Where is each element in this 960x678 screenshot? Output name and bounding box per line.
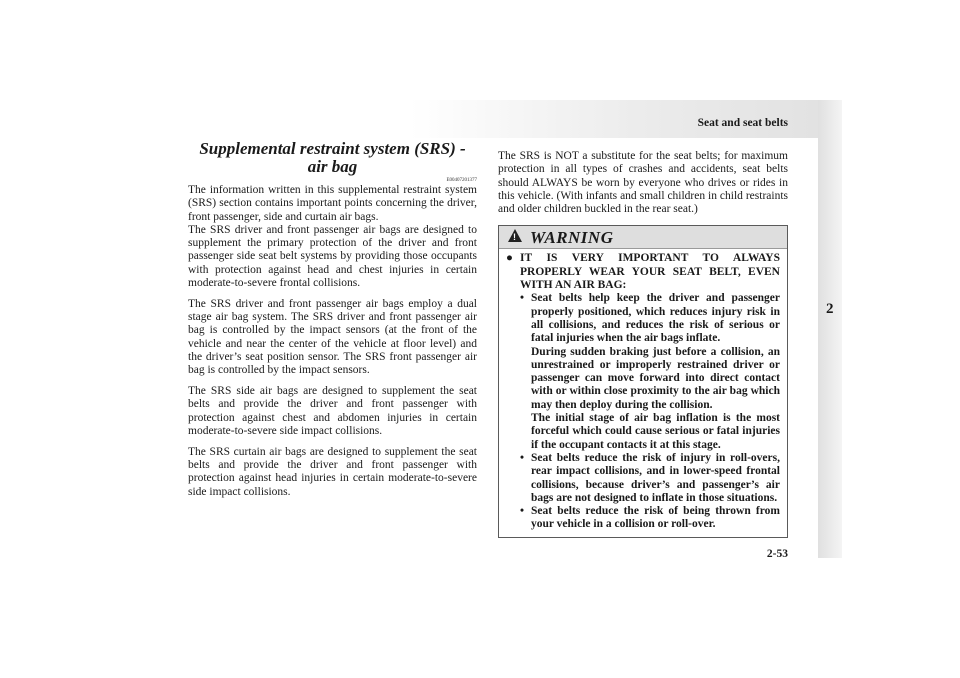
warning-header	[499, 226, 787, 249]
warning-body	[499, 249, 787, 536]
page-number: 2-53	[766, 548, 788, 560]
section-header-title: Seat and seat belts	[697, 117, 788, 129]
warning-main-item	[506, 252, 780, 531]
warning-sub-item	[520, 292, 780, 452]
warning-sub-item	[520, 452, 780, 505]
warning-sub-text: Seat belts reduce the risk of injury in roll-overs, rear impact collisions, and in lower-speed frontal collisions, because driver’s and passenger’s air bags are not designed to inflate in those situations.	[531, 451, 780, 504]
warning-triangle-icon: !	[508, 229, 522, 242]
warning-sub-text: Seat belts reduce the risk of being thrown from your vehicle in a collision or roll-over.	[531, 505, 780, 531]
warning-sub-extra: During sudden braking just before a collision, an unrestrained or improperly restrained driver or passenger can move forward into direct contact with or within close proximity to the air bag which may then deploy during the collision.	[531, 345, 780, 411]
paragraph: The SRS driver and front passenger air bags are designed to supplement the primary protection of the driver and front passenger side seat belt systems by providing those occupants with protection against head and chest injuries in certain moderate-to-severe frontal collisions.	[188, 223, 477, 290]
paragraph: The SRS side air bags are designed to supplement the seat belts and provide the driver and front passenger with protection against chest and abdomen injuries in certain moderate-to-severe side impact collisions.	[188, 385, 477, 438]
left-column	[188, 140, 477, 499]
sub-bullet-icon: •	[520, 505, 525, 518]
paragraph: The SRS curtain air bags are designed to supplement the seat belts and provide the driver and front passenger with protection against head injuries in certain moderate-to-severe side impact collisions.	[188, 445, 477, 498]
warning-sub-extra: The initial stage of air bag inflation is the most forceful which could cause serious or fatal injuries if the occupant contacts it at this stage.	[531, 412, 780, 451]
sub-bullet-icon: •	[520, 292, 525, 305]
warning-sub-text: Seat belts help keep the driver and passenger properly positioned, which reduces injury risk in all collisions, and reduces the risk of serious or fatal injuries when the air bags inflate.	[531, 292, 780, 345]
section-code: E00407201377	[446, 178, 477, 183]
warning-label: WARNING	[530, 228, 614, 248]
chapter-number: 2	[826, 301, 834, 317]
paragraph: The information written in this supplemental restraint system (SRS) section contains important points concerning the driver, front passenger, side and curtain air bags.	[188, 184, 477, 223]
warning-sub-item	[520, 505, 780, 532]
chapter-tab	[818, 100, 842, 558]
intro-paragraph: The SRS is NOT a substitute for the seat belts; for maximum protection in all types of crashes and accidents, seat belts should ALWAYS be worn by everyone who drives or rides in this vehicle. (With infants and small children in child restraints and older children buckled in the rear seat.)	[498, 150, 788, 216]
warning-main-text: IT IS VERY IMPORTANT TO ALWAYS PROPERLY WEAR YOUR SEAT BELT, EVEN WITH AN AIR BAG:	[520, 252, 780, 292]
right-column	[498, 150, 788, 538]
section-title: Supplemental restraint system (SRS) - air bag	[199, 139, 466, 176]
paragraph: The SRS driver and front passenger air bags employ a dual stage air bag system. The SRS driver and front passenger air bag is controlled by the impact sensors (at the front of the vehicle and near the center of the vehicle at floor level) and the driver’s seat position sensor. The SRS front passenger air bag is controlled by the impact sensors.	[188, 297, 477, 377]
warning-box	[498, 225, 788, 537]
sub-bullet-icon: •	[520, 451, 525, 464]
bullet-icon: ●	[506, 252, 513, 265]
